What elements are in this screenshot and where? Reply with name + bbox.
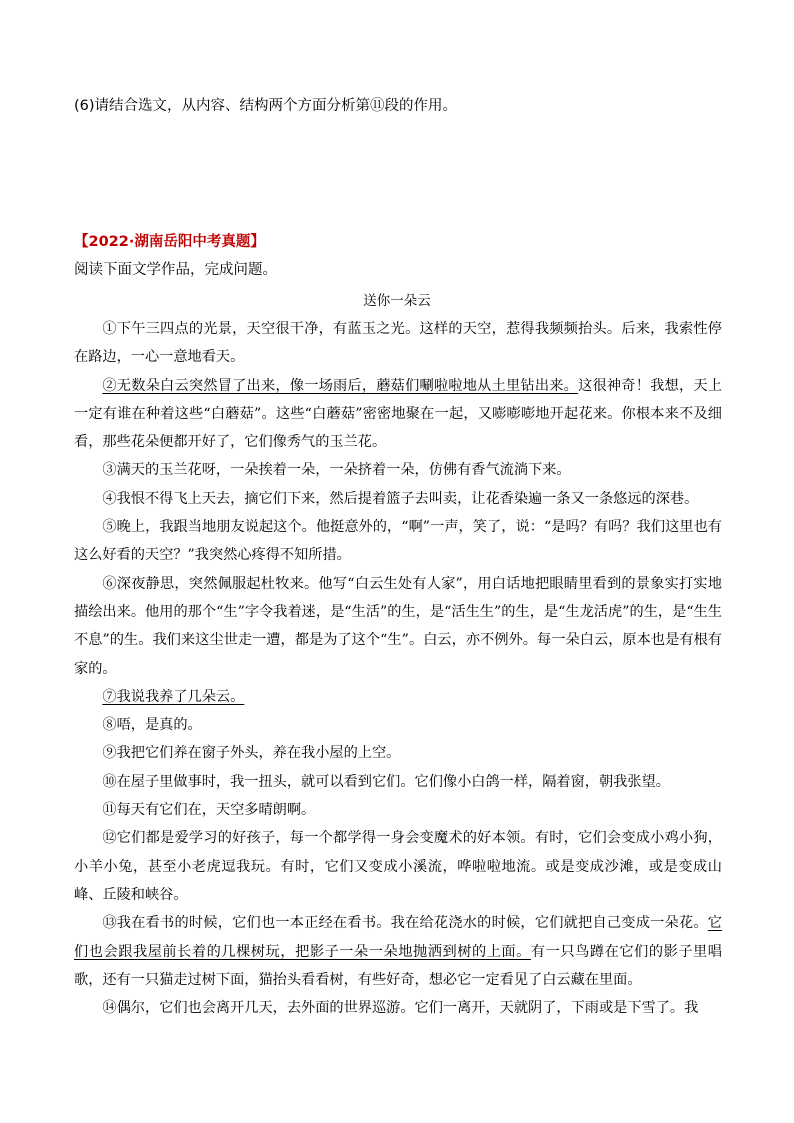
passage-body <box>74 315 722 1022</box>
question-6: (6)请结合选文，从内容、结构两个方面分析第⑪段的作用。 <box>74 98 458 114</box>
passage-title: 送你一朵云 <box>363 293 431 309</box>
exam-source-heading: 【2022·湖南岳阳中考真题】 <box>74 234 265 250</box>
paragraph-7 <box>74 683 722 711</box>
paragraph-2: ②无数朵白云突然冒了出来，像一场雨后，蘑菇们唰啦啦地从土里钻出来。这很神奇！我想，天上一定有谁在种着这些“白蘑菇”。这些“白蘑菇”密密地聚在一起，又嘭嘭嘭地开起花来。你根本来不及细看，那些花朵便都开好了，它们像秀气的玉兰花。 <box>74 377 722 451</box>
underlined-sentence: 它们也会跟我屋前长着的几棵树玩，把影子一朵一朵地抛洒到树的上面。 <box>74 915 722 960</box>
paragraph-11: ⑪每天有它们在，天空多晴朗啊。 <box>102 802 316 819</box>
paragraph-12: ⑫它们都是爱学习的好孩子，每一个都学得一身会变魔术的好本领。有时，它们会变成小鸡小狗，小羊小兔，甚至小老虎逗我玩。有时，它们又变成小溪流，哗啦啦地流。或是变成沙滩，或是变成山峰、丘陵和峡谷。 <box>74 830 722 903</box>
paragraph-5: ⑤晚上，我跟当地朋友说起这个。他挺意外的，“啊”一声，笑了，说：“是吗？有吗？我们这里也有这么好看的天空？”我突然心疼得不知所措。 <box>74 519 722 564</box>
paragraph-6: ⑥深夜静思，突然佩服起杜牧来。他写“白云生处有人家”，用白话地把眼睛里看到的景象实打实地描绘出来。他用的那个“生”字令我着迷，是“生活”的生，是“活生生”的生，是“生龙活虎”的生，是“生生不息”的生。我们来这尘世走一遭，都是为了这个“生”。白云，亦不例外。每一朵白云，原本也是有根有家的。 <box>74 575 722 677</box>
paragraph-4: ④我恨不得飞上天去，摘它们下来，然后提着篮子去叫卖，让花香染遍一条又一条悠远的深巷。 <box>102 490 699 507</box>
paragraph-3: ③满天的玉兰花呀，一朵挨着一朵，一朵挤着一朵，仿佛有香气流淌下来。 <box>102 462 571 479</box>
paragraph-14: ⑭偶尔，它们也会离开几天，去外面的世界巡游。它们一离开，天就阴了，下雨或是下雪了。我 <box>102 1000 699 1017</box>
reading-instruction: 阅读下面文学作品，完成问题。 <box>74 262 277 278</box>
paragraph-13: ⑬我在看书的时候，它们也一本正经在看书。我在给花浇水的时候，它们就把自己变成一朵花。它们也会跟我屋前长着的几棵树玩，把影子一朵一朵地抛洒到树的上面。有一只鸟蹲在它们的影子里唱歌，还有一只猫走过树下面，猫抬头看看树，有些好奇，想必它一定看见了白云藏在里面。 <box>74 915 722 988</box>
paragraph-8: ⑧唔，是真的。 <box>102 717 202 734</box>
paragraph-10: ⑩在屋子里做事时，我一扭头，就可以看到它们。它们像小白鸽一样，隔着窗，朝我张望。 <box>102 773 670 790</box>
paragraph-1: ①下午三四点的光景，天空很干净，有蓝玉之光。这样的天空，惹得我频频抬头。后来，我索性停在路边，一心一意地看天。 <box>74 321 722 366</box>
underlined-sentence: ②无数朵白云突然冒了出来，像一场雨后，蘑菇们唰啦啦地从土里钻出来。 <box>102 377 579 394</box>
underlined-sentence: ⑦我说我养了几朵云。 <box>102 688 245 705</box>
paragraph-9: ⑨我把它们养在窗子外头，养在我小屋的上空。 <box>102 745 401 762</box>
